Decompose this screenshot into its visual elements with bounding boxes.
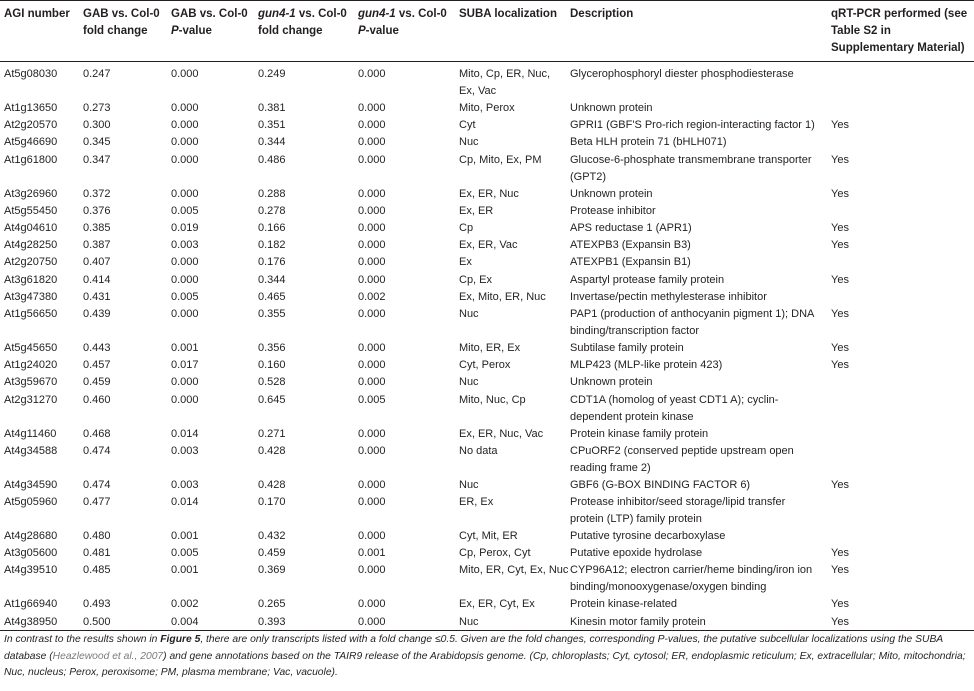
gun4-fold-change-cell: 0.170 bbox=[258, 496, 286, 508]
qrt-pcr-cell: Yes bbox=[831, 359, 849, 372]
gun4-p-value-cell: 0.005 bbox=[358, 393, 386, 406]
agi-cell: At4g28680 bbox=[4, 530, 58, 542]
agi-cell: At2g31270 bbox=[4, 393, 58, 406]
suba-cell: Cp, Perox, Cyt bbox=[459, 547, 531, 560]
description-cell: CYP96A12; electron carrier/heme binding/iron ion binding/monooxygenase/oxygen binding bbox=[570, 564, 813, 594]
gun4-p-value-cell: 0.000 bbox=[358, 359, 386, 372]
suba-cell: Ex, ER, Nuc bbox=[459, 187, 519, 200]
gun4-fold-change-cell: 0.355 bbox=[258, 308, 286, 320]
agi-cell: At4g34590 bbox=[4, 478, 58, 491]
description-cell: Protein kinase family protein bbox=[570, 427, 709, 440]
header-gun4-p-value: gun4-1 vs. Col-0 P-value bbox=[358, 8, 447, 37]
suba-cell: Mito, ER, Ex bbox=[459, 342, 521, 354]
gun4-p-value-cell: 0.000 bbox=[358, 153, 386, 166]
agi-cell: At1g24020 bbox=[4, 359, 58, 372]
gab-p-value-cell: 0.004 bbox=[171, 615, 199, 628]
gab-fold-change-cell: 0.460 bbox=[83, 393, 111, 406]
gun4-fold-change-cell: 0.459 bbox=[258, 547, 286, 560]
gun4-fold-change-cell: 0.645 bbox=[258, 393, 286, 406]
header-description: Description bbox=[570, 8, 634, 20]
agi-cell: At2g20750 bbox=[4, 256, 58, 269]
agi-cell: At5g05960 bbox=[4, 496, 58, 508]
gun4-fold-change-cell: 0.465 bbox=[258, 290, 286, 303]
suba-cell: Nuc bbox=[459, 376, 479, 389]
gab-fold-change-cell: 0.468 bbox=[83, 427, 111, 440]
agi-cell: At2g20570 bbox=[4, 119, 58, 132]
suba-cell: Nuc bbox=[459, 478, 479, 491]
gun4-p-value-cell: 0.000 bbox=[358, 256, 386, 269]
gab-p-value-cell: 0.019 bbox=[171, 222, 199, 234]
suba-cell: Ex, ER bbox=[459, 204, 494, 217]
qrt-pcr-cell: Yes bbox=[831, 547, 849, 560]
gun4-fold-change-cell: 0.265 bbox=[258, 598, 286, 611]
gun4-fold-change-cell: 0.528 bbox=[258, 376, 286, 389]
header-gab-fold-change: GAB vs. Col-0 fold change bbox=[83, 8, 160, 37]
agi-cell: At1g13650 bbox=[4, 102, 58, 114]
agi-cell: At3g61820 bbox=[4, 273, 58, 286]
gun4-fold-change-cell: 0.428 bbox=[258, 478, 286, 491]
description-cell: Unknown protein bbox=[570, 102, 653, 114]
suba-cell: Nuc bbox=[459, 615, 479, 628]
suba-cell: Ex, ER, Nuc, Vac bbox=[459, 427, 544, 440]
gab-fold-change-cell: 0.443 bbox=[83, 342, 111, 354]
gab-fold-change-cell: 0.345 bbox=[83, 136, 111, 149]
reference-link[interactable]: Heazlewood et al., 2007 bbox=[52, 650, 164, 662]
description-cell: CDT1A (homolog of yeast CDT1 A); cyclin-dependent protein kinase bbox=[570, 393, 779, 423]
table-top-rule bbox=[0, 0, 974, 1]
suba-cell: Nuc bbox=[459, 308, 479, 320]
gun4-fold-change-cell: 0.351 bbox=[258, 119, 286, 132]
agi-cell: At5g55450 bbox=[4, 204, 58, 217]
description-cell: Aspartyl protease family protein bbox=[570, 273, 725, 286]
agi-cell: At4g39510 bbox=[4, 564, 58, 577]
suba-cell: Mito, ER, Cyt, Ex, Nuc bbox=[459, 564, 569, 577]
gun4-fold-change-cell: 0.278 bbox=[258, 204, 286, 217]
gab-fold-change-cell: 0.477 bbox=[83, 496, 111, 508]
gab-p-value-cell: 0.017 bbox=[171, 359, 199, 372]
gun4-fold-change-cell: 0.166 bbox=[258, 222, 286, 234]
agi-cell: At1g66940 bbox=[4, 598, 58, 611]
suba-cell: Mito, Nuc, Cp bbox=[459, 393, 526, 406]
gun4-fold-change-cell: 0.356 bbox=[258, 342, 286, 354]
gun4-fold-change-cell: 0.393 bbox=[258, 615, 286, 628]
agi-cell: At3g59670 bbox=[4, 376, 58, 389]
agi-cell: At4g11460 bbox=[4, 427, 57, 440]
gab-p-value-cell: 0.005 bbox=[171, 547, 199, 560]
gun4-p-value-cell: 0.000 bbox=[358, 444, 386, 457]
suba-cell: Cp, Mito, Ex, PM bbox=[459, 153, 542, 166]
gab-p-value-cell: 0.000 bbox=[171, 187, 199, 200]
gab-p-value-cell: 0.005 bbox=[171, 204, 199, 217]
description-cell: APS reductase 1 (APR1) bbox=[570, 222, 692, 234]
description-cell: Kinesin motor family protein bbox=[570, 615, 706, 628]
qrt-pcr-cell: Yes bbox=[831, 598, 849, 611]
agi-cell: At4g38950 bbox=[4, 615, 58, 628]
header-bottom-rule bbox=[0, 61, 974, 62]
gun4-p-value-cell: 0.000 bbox=[358, 427, 386, 440]
gun4-fold-change-cell: 0.486 bbox=[258, 153, 286, 166]
gun4-fold-change-cell: 0.344 bbox=[258, 273, 286, 286]
gab-p-value-cell: 0.001 bbox=[171, 564, 199, 577]
description-cell: Subtilase family protein bbox=[570, 342, 684, 354]
gab-p-value-cell: 0.000 bbox=[171, 102, 199, 114]
gun4-p-value-cell: 0.000 bbox=[358, 68, 386, 80]
description-cell: Glycerophosphoryl diester phosphodiesterase bbox=[570, 68, 794, 80]
agi-cell: At3g47380 bbox=[4, 290, 58, 303]
agi-cell: At1g61800 bbox=[4, 153, 58, 166]
gab-fold-change-cell: 0.431 bbox=[83, 290, 111, 303]
gun4-fold-change-cell: 0.432 bbox=[258, 530, 286, 542]
gun4-p-value-cell: 0.000 bbox=[358, 239, 386, 252]
header-agi: AGI number bbox=[4, 8, 70, 20]
gab-p-value-cell: 0.005 bbox=[171, 290, 199, 303]
qrt-pcr-cell: Yes bbox=[831, 615, 849, 628]
gun4-p-value-cell: 0.000 bbox=[358, 478, 386, 491]
suba-cell: Ex, ER, Vac bbox=[459, 239, 518, 252]
description-cell: Beta HLH protein 71 (bHLH071) bbox=[570, 136, 727, 149]
gab-fold-change-cell: 0.407 bbox=[83, 256, 111, 269]
gab-fold-change-cell: 0.485 bbox=[83, 564, 111, 577]
agi-cell: At5g46690 bbox=[4, 136, 58, 149]
gab-p-value-cell: 0.002 bbox=[171, 598, 199, 611]
gab-fold-change-cell: 0.474 bbox=[83, 444, 111, 457]
gun4-p-value-cell: 0.000 bbox=[358, 187, 386, 200]
gun4-p-value-cell: 0.000 bbox=[358, 119, 386, 132]
suba-cell: Ex, ER, Cyt, Ex bbox=[459, 598, 535, 611]
gun4-fold-change-cell: 0.182 bbox=[258, 239, 286, 252]
suba-cell: ER, Ex bbox=[459, 496, 494, 508]
qrt-pcr-cell: Yes bbox=[831, 564, 849, 577]
gun4-p-value-cell: 0.000 bbox=[358, 496, 386, 508]
gun4-p-value-cell: 0.000 bbox=[358, 222, 386, 234]
gun4-fold-change-cell: 0.271 bbox=[258, 427, 286, 440]
gun4-p-value-cell: 0.000 bbox=[358, 136, 386, 149]
gun4-p-value-cell: 0.000 bbox=[358, 308, 386, 320]
gab-fold-change-cell: 0.387 bbox=[83, 239, 111, 252]
gab-p-value-cell: 0.003 bbox=[171, 478, 199, 491]
gab-fold-change-cell: 0.385 bbox=[83, 222, 111, 234]
gun4-p-value-cell: 0.000 bbox=[358, 376, 386, 389]
gun4-p-value-cell: 0.000 bbox=[358, 598, 386, 611]
gab-fold-change-cell: 0.481 bbox=[83, 547, 111, 560]
qrt-pcr-cell: Yes bbox=[831, 187, 849, 200]
qrt-pcr-cell: Yes bbox=[831, 478, 849, 491]
gun4-fold-change-cell: 0.249 bbox=[258, 68, 286, 80]
gun4-p-value-cell: 0.000 bbox=[358, 342, 386, 354]
suba-cell: Ex, Mito, ER, Nuc bbox=[459, 290, 546, 303]
description-cell: Unknown protein bbox=[570, 376, 653, 389]
qrt-pcr-cell: Yes bbox=[831, 119, 849, 132]
gab-fold-change-cell: 0.372 bbox=[83, 187, 111, 200]
gab-p-value-cell: 0.000 bbox=[171, 136, 199, 149]
description-cell: Glucose-6-phosphate transmembrane transporter (GPT2) bbox=[570, 153, 812, 183]
agi-cell: At5g08030 bbox=[4, 68, 58, 80]
gun4-fold-change-cell: 0.176 bbox=[258, 256, 286, 269]
gab-p-value-cell: 0.000 bbox=[171, 308, 199, 320]
gab-fold-change-cell: 0.439 bbox=[83, 308, 111, 320]
gab-fold-change-cell: 0.480 bbox=[83, 530, 111, 542]
suba-cell: Cyt, Perox bbox=[459, 359, 511, 372]
gab-p-value-cell: 0.000 bbox=[171, 119, 199, 132]
description-cell: CPuORF2 (conserved peptide upstream open reading frame 2) bbox=[570, 444, 794, 474]
gun4-p-value-cell: 0.001 bbox=[358, 547, 386, 560]
gun4-fold-change-cell: 0.381 bbox=[258, 102, 286, 114]
gun4-fold-change-cell: 0.288 bbox=[258, 187, 286, 200]
gun4-fold-change-cell: 0.344 bbox=[258, 136, 286, 149]
gun4-fold-change-cell: 0.160 bbox=[258, 359, 286, 372]
gun4-p-value-cell: 0.000 bbox=[358, 102, 386, 114]
agi-cell: At4g04610 bbox=[4, 222, 58, 234]
qrt-pcr-cell: Yes bbox=[831, 153, 849, 166]
description-cell: Protein kinase-related bbox=[570, 598, 678, 611]
gab-fold-change-cell: 0.247 bbox=[83, 68, 111, 80]
gab-p-value-cell: 0.003 bbox=[171, 239, 199, 252]
qrt-pcr-cell: Yes bbox=[831, 342, 849, 354]
gun4-fold-change-cell: 0.428 bbox=[258, 444, 286, 457]
suba-cell: No data bbox=[459, 444, 498, 457]
description-cell: Putative epoxide hydrolase bbox=[570, 547, 703, 560]
description-cell: ATEXPB3 (Expansin B3) bbox=[570, 239, 691, 252]
agi-cell: At4g28250 bbox=[4, 239, 58, 252]
description-cell: Protease inhibitor bbox=[570, 204, 656, 217]
gun4-p-value-cell: 0.000 bbox=[358, 204, 386, 217]
header-suba: SUBA localization bbox=[459, 8, 557, 20]
suba-cell: Nuc bbox=[459, 136, 479, 149]
gun4-p-value-cell: 0.000 bbox=[358, 615, 386, 628]
qrt-pcr-cell: Yes bbox=[831, 222, 849, 234]
description-cell: GPRI1 (GBF'S Pro-rich region-interacting factor 1) bbox=[570, 119, 815, 132]
gun4-p-value-cell: 0.000 bbox=[358, 273, 386, 286]
description-cell: Putative tyrosine decarboxylase bbox=[570, 530, 726, 542]
suba-cell: Mito, Cp, ER, Nuc, Ex, Vac bbox=[459, 68, 551, 97]
description-cell: ATEXPB1 (Expansin B1) bbox=[570, 256, 691, 269]
gun4-fold-change-cell: 0.369 bbox=[258, 564, 286, 577]
header-gun4-fold-change: gun4-1 vs. Col-0 fold change bbox=[258, 8, 347, 37]
gab-fold-change-cell: 0.493 bbox=[83, 598, 111, 611]
gab-fold-change-cell: 0.459 bbox=[83, 376, 111, 389]
qrt-pcr-cell: Yes bbox=[831, 239, 849, 252]
gab-p-value-cell: 0.014 bbox=[171, 496, 199, 508]
agi-cell: At4g34588 bbox=[4, 444, 58, 457]
qrt-pcr-cell: Yes bbox=[831, 308, 849, 320]
suba-cell: Mito, Perox bbox=[459, 102, 515, 114]
description-cell: Invertase/pectin methylesterase inhibitor bbox=[570, 290, 767, 303]
gab-p-value-cell: 0.001 bbox=[171, 530, 199, 542]
gab-p-value-cell: 0.000 bbox=[171, 68, 199, 80]
gab-fold-change-cell: 0.300 bbox=[83, 119, 111, 132]
suba-cell: Cyt bbox=[459, 119, 476, 132]
gun4-p-value-cell: 0.002 bbox=[358, 290, 386, 303]
qrt-pcr-cell: Yes bbox=[831, 273, 849, 286]
agi-cell: At3g05600 bbox=[4, 547, 58, 560]
header-gab-p-value: GAB vs. Col-0 P-value bbox=[171, 8, 248, 37]
gab-fold-change-cell: 0.457 bbox=[83, 359, 111, 372]
agi-cell: At1g56650 bbox=[4, 308, 58, 320]
header-qrt-pcr: qRT-PCR performed (see Table S2 in Supplementary Material) bbox=[831, 8, 968, 54]
figure-link[interactable]: Figure 5 bbox=[160, 634, 201, 645]
table-bottom-rule bbox=[0, 630, 974, 631]
description-cell: MLP423 (MLP-like protein 423) bbox=[570, 359, 723, 372]
gab-fold-change-cell: 0.414 bbox=[83, 273, 111, 286]
gab-p-value-cell: 0.000 bbox=[171, 376, 199, 389]
gab-fold-change-cell: 0.376 bbox=[83, 204, 111, 217]
gab-p-value-cell: 0.000 bbox=[171, 153, 199, 166]
gab-p-value-cell: 0.000 bbox=[171, 256, 199, 269]
description-cell: PAP1 (production of anthocyanin pigment 1); DNA binding/transcription factor bbox=[570, 308, 814, 337]
table-footnote: In contrast to the results shown in Figure 5, there are only transcripts listed with a fold change ≤0.5. Given are the fold changes, corresponding P-values, the putative subcellular localizations using the SUBA database (Heazlewood et al., 2007) and gene annotations based on the TAIR9 release of the Arabidopsis genome. (Cp, chloroplasts; Cyt, cytosol; ER, endoplasmic reticulum; Ex, extracellular; Mito, mitochondria; Nuc, nucleus; Perox, peroxisome; PM, plasma membrane; Vac, vacuole). bbox=[4, 634, 966, 678]
gab-p-value-cell: 0.000 bbox=[171, 393, 199, 406]
agi-cell: At3g26960 bbox=[4, 187, 58, 200]
gab-fold-change-cell: 0.347 bbox=[83, 153, 111, 166]
suba-cell: Ex bbox=[459, 256, 472, 269]
agi-cell: At5g45650 bbox=[4, 342, 58, 354]
gab-p-value-cell: 0.003 bbox=[171, 444, 199, 457]
suba-cell: Cp bbox=[459, 222, 474, 234]
gab-p-value-cell: 0.001 bbox=[171, 342, 199, 354]
gab-fold-change-cell: 0.500 bbox=[83, 615, 111, 628]
suba-cell: Cp, Ex bbox=[459, 273, 493, 286]
description-cell: Unknown protein bbox=[570, 187, 653, 200]
suba-cell: Cyt, Mit, ER bbox=[459, 530, 518, 542]
description-cell: Protease inhibitor/seed storage/lipid transfer protein (LTP) family protein bbox=[570, 496, 786, 525]
gab-p-value-cell: 0.000 bbox=[171, 273, 199, 286]
description-cell: GBF6 (G-BOX BINDING FACTOR 6) bbox=[570, 478, 751, 491]
gab-p-value-cell: 0.014 bbox=[171, 427, 199, 440]
gab-fold-change-cell: 0.273 bbox=[83, 102, 111, 114]
gun4-p-value-cell: 0.000 bbox=[358, 564, 386, 577]
gun4-p-value-cell: 0.000 bbox=[358, 530, 386, 542]
gab-fold-change-cell: 0.474 bbox=[83, 478, 111, 491]
